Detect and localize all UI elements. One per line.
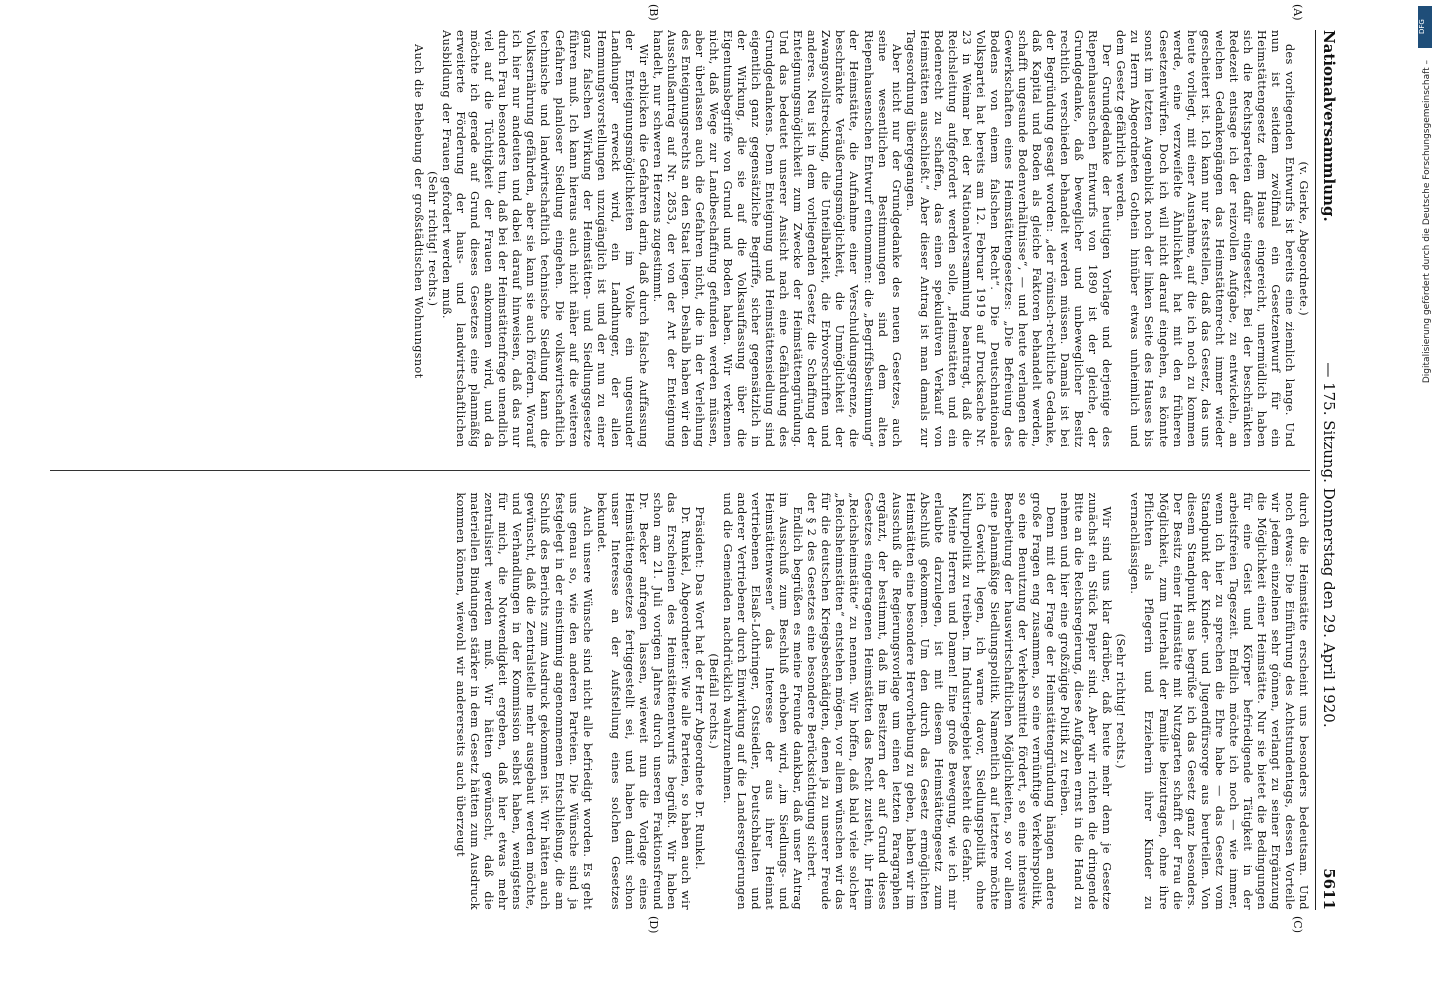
paragraph: Präsident: Das Wort hat der Herr Abgeordnete Dr. Runkel. [692,506,706,870]
margin-marker-c: (C) [1291,916,1304,933]
paragraph: Meine Herren und Damen! Eine große Bewegung, wie ich mir erlaubte darzulegen, ist mit diesem Heimstättengesetz zum Abschluß gekommen. Um den durch das Gesetz ermöglichten Heimstätten eine besondere Hervorhebung zu geben, haben wir im Ausschuß die Regierungsvorlage um einen letzten Paragraphen ergänzt, der bestimmt, daß im Besitzern der auf Grund dieses Gesetzes eingetragenen Heimstätten das Recht zusteht, ihr Heim „Reichsheimstätte“ zu nennen. Wir hoffen, daß bald viele solcher „Reichsheimstätten“ entstehen mögen, vor allem wünschen wir das für die deutschen Kriegsbeschädigten, denen ja zu unserer Freude der § 2 des Gesetzes eine besondere Berücksichtigung sichert. [805,492,959,910]
text-columns [50,30,1310,910]
paragraph: Aber nicht nur der Grundgedanke des neuen Gesetzes, auch seine wesentlichen Bestimmungen sind dem alten Riepenhausenschen Entwurf entnommen: die „Begriffsbestimmung“ der Heimstätte, die Aufnahme einer Verschuldungsgrenze, die beschränkte Veräußerungsmöglichkeit, die Unmöglichkeit der Zwangsvollstreckung, die Unteilbarkeit, die Erbvorschriften und anderes. Neu ist in dem vorliegenden Gesetz die Schaffung der Enteignungsmöglichkeit zum Zwecke der Heimstättengründung. Und das bedeutet unserer Ansicht nach eine Gefährdung des Grundgedankens. Denn Enteignung und Heimstättensiedlung sind eigentlich ganz gegensätzliche Begriffe, sicher gegensätzlich in der Wirkung, die sie auf die Volksauffassung über die Eigentumsbegriffe von Grund und Boden haben. Wir verkennen nicht, daß Wege zur Landbeschaffung gefunden werden müssen, aber überlassen auch die Gefahren nicht, die in der Verleihung des Enteignungsrechts an den Staat liegen. Deshalb haben wir den Ausschußantrag auf Nr. 2853, der von der Art der Enteignung handelt, nur schweren Herzens zugestimmt. [650,30,903,448]
paragraph: Denn mit der Frage der Heimstättengründung hängen andere große Fragen eng zusammen, so eine vernünftige Verkehrspolitik, so eine Benutzung der Verkehrsmittel fördert, so eine intensive Bearbeitung der hauswirtschaftlichen Möglichkeiten, so vor allem eine planmäßige Siedlungspolitik. Namentlich auf letztere möchte ich Gewicht legen, ich warne davor, Siedlungspolitik ohne Kulturpolitik zu treiben. Im Industriegebiet besteht die Gefahr. [959,492,1058,910]
margin-marker-a: (A) [1291,4,1304,21]
paragraph: Auch unsere Wünsche sind nicht alle befriedigt worden. Es geht uns genau so, wie den anderen Parteien. Die Wünsche sind ja festgelegt in der einstimmig angenommenen Entschließung, die am Schluß des Berichts zum Ausdruck gekommen ist. Wir hätten auch gewünscht, daß die Zentralstelle mehr ausgebaut werden möchte, und Verhandlungen in der Kommission selbst haben, wenigstens für mich, die Notwendigkeit ergeben, daß hier etwas mehr zentralisiert werden muß. Wir hätten gewünscht, daß die materiellen Bindungen stärker in dem Gesetz hätten zum Ausdruck kommen können, wiewohl wir andererseits auch überzeugt [454,492,594,910]
header-left: Nationalversammlung. [1320,30,1338,222]
paragraph: (Beifall rechts.) [707,653,721,750]
paragraph: (v. Gierke, Abgeordnete.) [1297,161,1310,317]
paragraph: Dr. Runkel, Abgeordneter: Wie alle Parteien, so haben auch wir das Erscheinen des Heimstättenentwurfs begrüßt. Wir haben schon am 21. Juli vorigen Jahres durch unseren Fraktionsfreund Dr. Becker anfragen lassen, wieweit nun die Vorlage eines Heimstättengesetzes fertiggestellt sei, und haben damit schon unser Interesse an der Aufstellung eines solchen Gesetzes bekundet. [594,492,692,910]
paragraph: Wir sind uns klar darüber, daß heute mehr denn je Gesetze zunächst ein Stück Papier sind. Aber wir richten die dringende Bitte an die Reichsregierung, diese Aufgaben ernst in die Hand zu nehmen und hier eine großzügige Politik zu treiben. [1058,492,1114,910]
paragraph: (Sehr richtig! rechts.) [1114,633,1128,769]
header-middle: — 175. Sitzung. Donnerstag den 29. April 1920. [1320,362,1338,728]
left-column [50,30,1310,448]
margin-marker-b: (B) [647,4,660,21]
digitization-credit: Digitalisierung gefördert durch die Deutsche Forschungsgemeinschaft – [1422,60,1432,384]
column-divider [50,470,1310,471]
right-column [50,492,1310,910]
paragraph: Endlich begrüßen es meine Freunde dankbar, daß unser Antrag im Ausschuß zum Beschluß erhoben wird, „im Siedlungs- und Heimstättenwesen“ das Interesse der aus ihrer Heimat vertriebenen Elsaß-Lothringer, Ostsiedler, Deutschbalten und anderer Vertriebener durch Einwirkung auf die Landesregierungen und die Gemeinden nachdrücklich wahrzunehmen. [721,492,805,910]
page-number: 5611 [1320,868,1338,910]
paragraph: (Sehr richtig! rechts.) [426,171,440,307]
paragraph: durch die Heimstätte erscheint uns besonders bedeutsam. Und noch etwas: Die Einführung des Achtstundentags, dessen Vorteile wir jedem einzelnen sehr gönnen, verlangt zu seiner Ergänzung die Möglichkeit einer Heimstätte. Nur sie bietet die Bedingungen für eine Geist und Körper befriedigende Tätigkeit in der arbeitsfreien Tageszeit. Endlich möchte ich noch — wie immer, wenn ich hier zu sprechen die Ehre habe — das Gesetz vom Standpunkt der Kinder- und Jugendfürsorge aus beurteilen. Von diesem Standpunkt aus begrüße ich das Gesetz ganz besonders. Der Besitz einer Heimstätte mit Nutzgarten schafft der Frau die Möglichkeit, zum Unterhalt der Familie beizutragen, ohne ihre Pflichten als Pflegerin und Erzieherin ihrer Kinder zu vernachlässigen. [1128,492,1310,910]
paragraph: des vorliegenden Entwurfs ist bereits eine ziemlich lange. Und nun ist seitdem zwölfmal ein Gesetzentwurf für ein Heimstättengesetz dem Hause eingereicht, unermüdlich haben sich die Rechtsparteien dafür eingesetzt. Bei der beschränkten Redezeit entsage ich der reizvollen Aufgabe, zu entwickeln, an welchen Gedankengängen das Heimstättenrecht immer wieder gescheitert ist. Ich kann nur feststellen, daß das Gesetz, das uns heute vorliegt, mit einer Ausnahme, auf die ich noch zu kommen werde, eine verzweifelte Ähnlichkeit hat mit den früheren Gesetzentwürfen. Doch ich will nicht darauf eingehen, es könnte sonst im letzten Augenblick noch der linken Seite des Hauses bis zu Herrn Abgeordneten Gothein hinüber etwas unheimlich und dem Gesetz gefährlich werden. [1114,30,1296,448]
paragraph: Der Grundgedanke der heutigen Vorlage und derjenige des Riepenhausenschen Entwurfs von 1890 ist der gleiche, der Grundgedanke, daß beweglicher und unbeweglicher Besitz rechtlich verschieden behandelt werden müssen. Damals ist bei der Begründung gesagt worden: „der römisch-rechtliche Gedanke, daß Kapital und Boden als gleiche Faktoren behandelt werden, schafft ungesunde Bodenverhältnisse“, — und heute verlangen die Gewerkschaften eines Heimstättengesetzes: „Die Befreiung des Bodens von einem falschen Recht“. Die Deutschnationale Volkspartei hat bereits am 12. Februar 1919 auf Drucksache Nr. 23 in Weimar bei der Nationalversammlung beantragt, daß die Reichsleitung aufgefordert werden solle, „Heimstätten und ein Bodenrecht zu schaffen, das einen spekulativen Verkauf von Heimstätten ausschließt.“ Aber dieser Antrag ist man damals zur Tagesordnung übergegangen. [903,30,1114,448]
margin-marker-d: (D) [647,916,660,934]
dfg-logo: DFG [1418,6,1432,48]
paragraph: Auch die Behebung der großstädtischen Wohnungsnot [412,44,426,379]
running-header [1315,30,1350,910]
paragraph: Wir erblicken die Gefahren darin, daß durch falsche Auffassung der Enteignungsmöglichkeiten im Volke ein ungesunder Landhunger erweckt wird, ein Landhunger, der allen Hemmungsvorstellungen unzugänglich ist und der nun zu einer ganz falschen Wirkung der Heimstätten- und Siedlungsgesetze führen muß. Ich kann hieraus auch nicht näher auf die weiteren Gefahren planloser Siedlung eingehen. Die volkswirtschaftlich technische und landwirtschaftlich technische Siedlung kann die Volksernährung gefährden, aber sie kann sie auch fördern. Worauf ich hier nur andeuten und dabei darauf hinweisen, daß das nur durch Frau besonders tun, daß bei der Heimstättenfrage unendlich viel auf die Tüchtigkeit der Frauen ankommen wird, und da möchte ich gerade auf Grund dieses Gesetzes eine planmäßig erweiterte Förderung der haus- und landwirtschaftlichen Ausbildung der Frauen gefordert werden muß. [440,30,650,448]
page-body [40,4,1350,934]
